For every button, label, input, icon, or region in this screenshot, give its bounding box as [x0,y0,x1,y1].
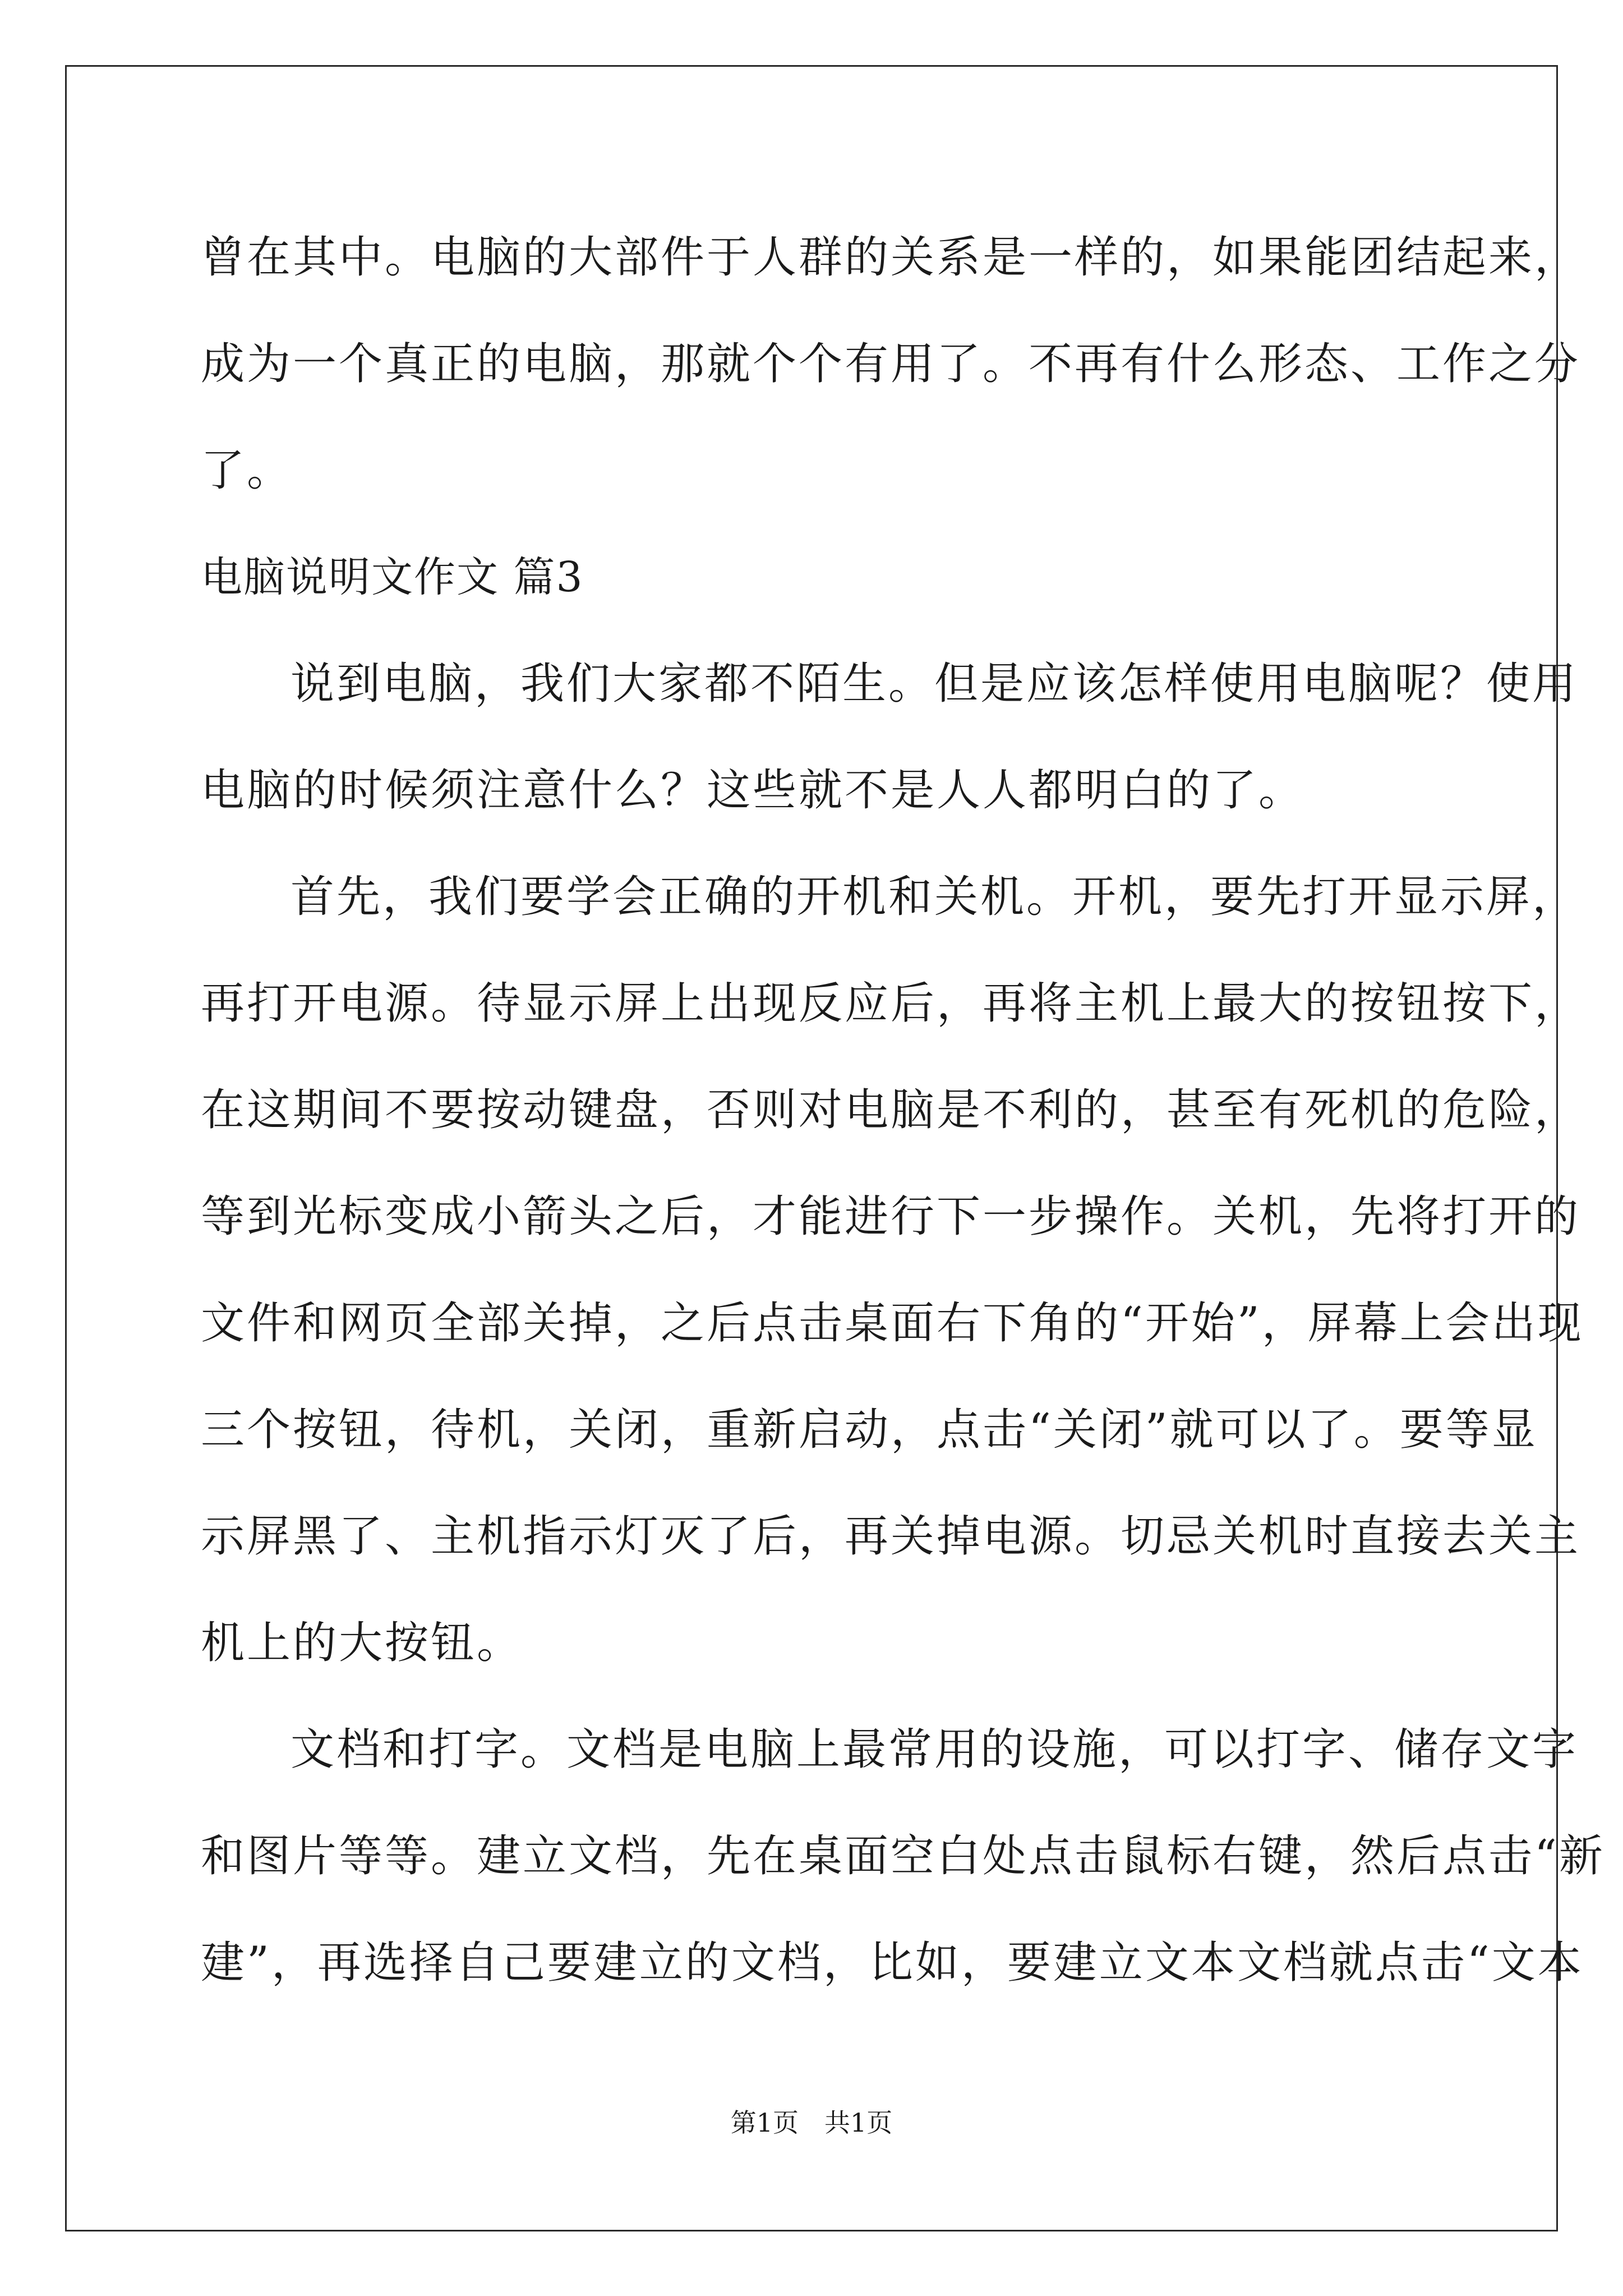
paragraph-line: 等到光标变成小箭头之后，才能进行下一步操作。关机，先将打开的 [201,1191,1581,1242]
paragraph-line: 电脑的时候须注意什么？这些就不是人人都明白的了。 [201,765,1305,816]
paragraph-line: 成为一个真正的电脑，那就个个有用了。不再有什么形态、工作之分 [201,339,1581,389]
paragraph-line: 和图片等等。建立文档，先在桌面空白处点击鼠标右键，然后点击“新 [201,1831,1605,1881]
paragraph-line: 说到电脑，我们大家都不陌生。但是应该怎样使用电脑呢？使用 [291,659,1579,709]
section-heading: 电脑说明文作文 篇3 [201,553,584,601]
paragraph-line: 了。 [201,445,293,496]
page-footer: 第1页 共1页 [730,2108,893,2138]
paragraph-line: 再打开电源。待显示屏上出现反应后，再将主机上最大的按钮按下， [201,978,1581,1029]
paragraph-line: 文档和打字。文档是电脑上最常用的设施，可以打字、储存文字 [291,1724,1579,1775]
paragraph-line: 机上的大按钮。 [201,1618,523,1668]
paragraph-line: 文件和网页全部关掉，之后点击桌面右下角的“开始”，屏幕上会出现 [201,1298,1584,1349]
document-body [201,204,1605,2016]
paragraph-line: 三个按钮，待机，关闭，重新启动，点击“关闭”就可以了。要等显 [201,1405,1538,1455]
paragraph-line: 建”，再选择自己要建立的文档，比如，要建立文本文档就点击“文本 [201,1938,1584,1988]
paragraph-line: 在这期间不要按动键盘，否则对电脑是不利的，甚至有死机的危险， [201,1085,1581,1135]
paragraph-line: 曾在其中。电脑的大部件于人群的关系是一样的，如果能团结起来， [201,232,1581,283]
paragraph-line: 首先，我们要学会正确的开机和关机。开机，要先打开显示屏， [291,872,1579,922]
paragraph-line: 示屏黑了、主机指示灯灭了后，再关掉电源。切忌关机时直接去关主 [201,1511,1581,1562]
